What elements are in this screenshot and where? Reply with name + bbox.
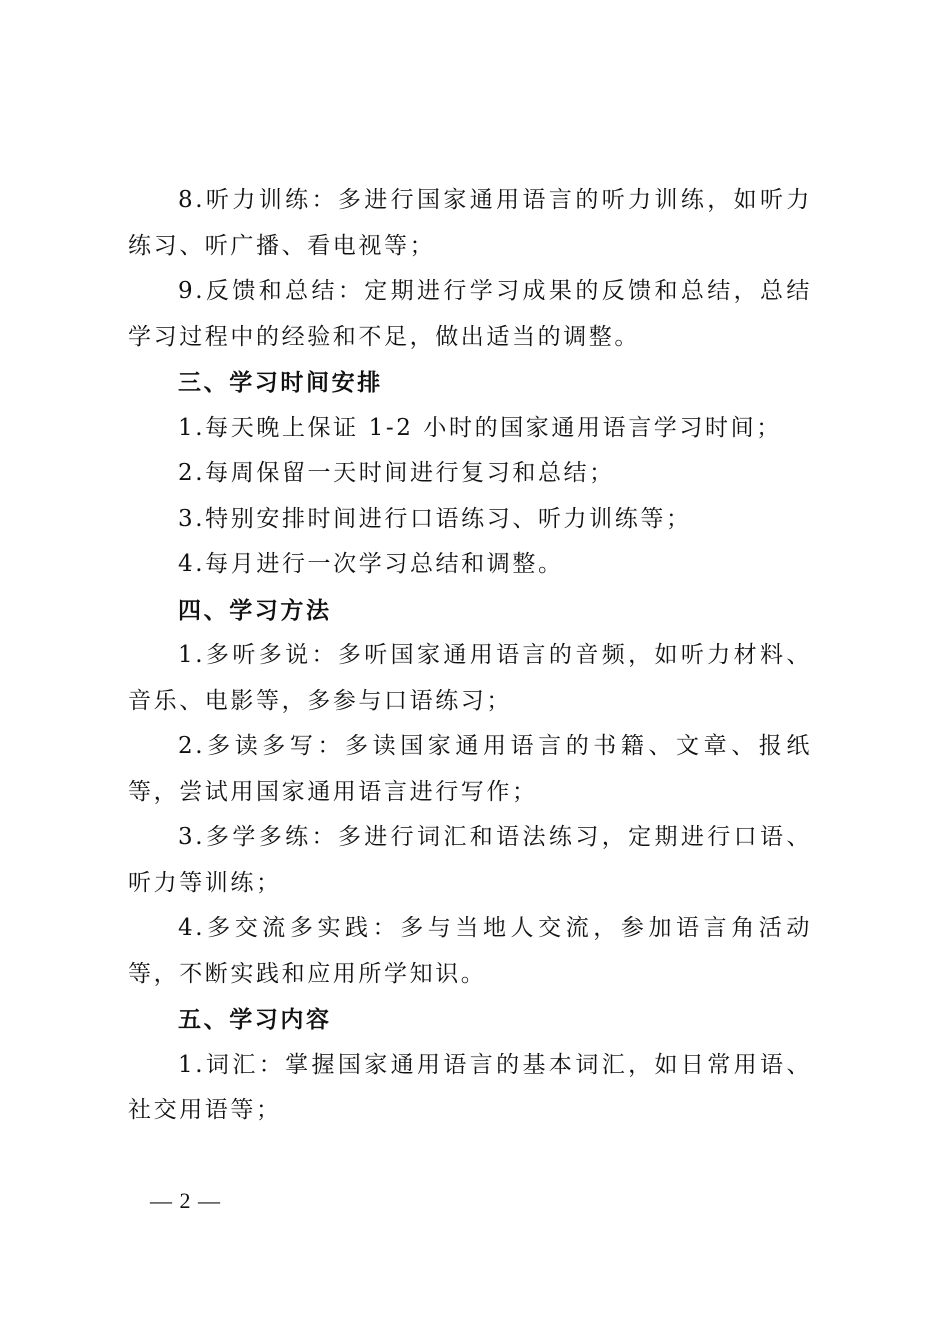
paragraph-listening-training: 8.听力训练：多进行国家通用语言的听力训练，如听力练习、听广播、看电视等； (128, 187, 812, 259)
paragraph-method-learn-practice: 3.多学多练：多进行词汇和语法练习，定期进行口语、听力等训练； (128, 824, 812, 896)
document-body (128, 178, 812, 1134)
paragraph-schedule-weekly: 2.每周保留一天时间进行复习和总结； (178, 460, 615, 486)
paragraph-schedule-monthly: 4.每月进行一次学习总结和调整。 (178, 551, 564, 577)
section-heading-content: 五、学习内容 (178, 1006, 332, 1033)
paragraph-method-read-write: 2.多读多写：多读国家通用语言的书籍、文章、报纸等，尝试用国家通用语言进行写作； (128, 733, 812, 805)
paragraph-feedback-summary: 9.反馈和总结：定期进行学习成果的反馈和总结，总结学习过程中的经验和不足，做出适当的调整。 (128, 278, 812, 350)
paragraph-schedule-special: 3.特别安排时间进行口语练习、听力训练等； (178, 505, 692, 532)
paragraph-method-communicate: 4.多交流多实践：多与当地人交流，参加语言角活动等，不断实践和应用所学知识。 (128, 915, 812, 987)
paragraph-schedule-daily: 1.每天晚上保证 1-2 小时的国家通用语言学习时间； (178, 414, 782, 441)
section-heading-schedule: 三、学习时间安排 (178, 369, 383, 396)
page-number: — 2 — (150, 1188, 221, 1213)
paragraph-content-vocabulary: 1.词汇：掌握国家通用语言的基本词汇，如日常用语、社交用语等； (128, 1051, 812, 1123)
paragraph-method-listen-speak: 1.多听多说：多听国家通用语言的音频，如听力材料、音乐、电影等，多参与口语练习； (128, 642, 812, 714)
section-heading-methods: 四、学习方法 (178, 596, 332, 624)
